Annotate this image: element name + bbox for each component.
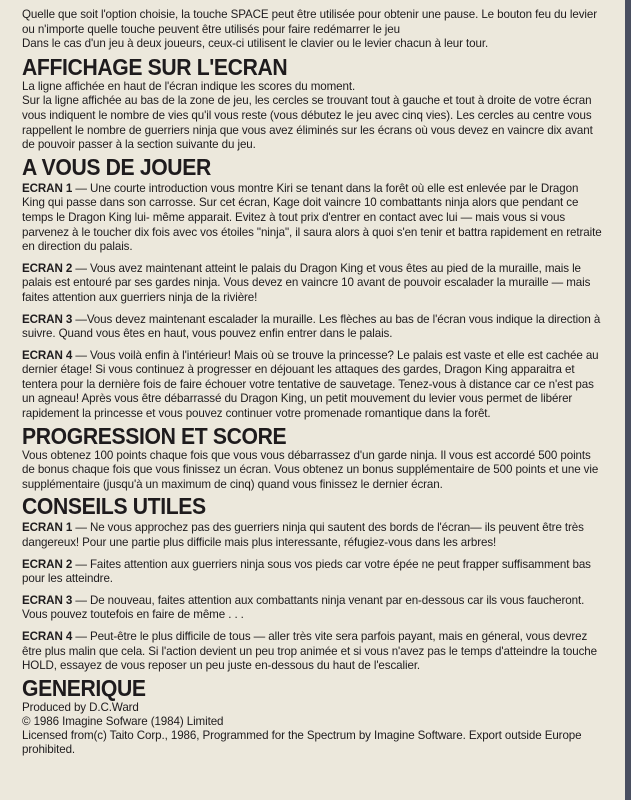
section-heading: PROGRESSION ET SCORE <box>22 422 287 449</box>
tip-label: ECRAN 2 <box>22 557 73 571</box>
screen-label: ECRAN 1 <box>22 181 73 195</box>
tip-label: ECRAN 3 <box>22 593 73 607</box>
intro-block <box>22 8 603 52</box>
screen-paragraph <box>22 182 603 255</box>
section-jouer <box>22 155 603 422</box>
tip-paragraph <box>22 521 603 550</box>
screen-text: —Vous devez maintenant escalader la muraille. Les flèches au bas de l'écran vous indique la direction à suivre. Quand vous êtes en haut, vous pouvez enfin entrer dans le palais. <box>22 312 601 341</box>
tip-text: — Ne vous approchez pas des guerriers ninja qui sautent des bords de l'écran— ils peuvent être très dangereux! Pour une partie plus difficile mais plus interessante, réfugiez-vous dans les arbres! <box>22 521 584 550</box>
credit-line: © 1986 Imagine Sofware (1984) Limited <box>22 714 224 728</box>
tip-text: — Peut-être le plus difficile de tous — aller très vite sera parfois payant, mais en géneral, vous devrez être plus malin que cela. Si l'action devient un peu trop animée et si vous n'avez pas le temps d'atteindre la touche HOLD, essayez de vous reposer un peu juste en-dessous du haut de l'escalier. <box>22 630 597 673</box>
section-heading: AFFICHAGE SUR L'ECRAN <box>22 53 288 80</box>
screen-text: — Vous avez maintenant atteint le palais du Dragon King et vous êtes au pied de la muraille, mais le palais est entouré par ses gardes ninja. Vous devez en vaincre 10 avant de pouvoir escalader la muraille — mais faites attention aux guerriers ninja de la rivière! <box>22 261 591 304</box>
body-paragraph: Vous obtenez 100 points chaque fois que vous vous débarrassez d'un garde ninja. Il vous est accordé 500 points de bonus chaque fois que vous finissez un écran. Vous obtenez un bonus supplémentaire de 500 points et une vie supplémentaire (jusqu'à un maximum de cinq) quand vous finissez le dernier écran. <box>22 448 599 491</box>
body-paragraph: Sur la ligne affichée au bas de la zone de jeu, les cercles se trouvant tout à gauche et tout à droite de votre écran vous indiquent le nombre de vies qu'il vous reste (vous débutez le jeu avec cinq vies). Les cercles au centre vous rappellent le nombre de guerriers ninja que vous avez éliminés sur les écrans où vous devez en vaincre dix avant de pouvoir passer à la section suivante du jeu. <box>22 94 593 152</box>
credit-line: Licensed from(c) Taito Corp., 1986, Programmed for the Spectrum by Imagine Software. Export outside Europe prohibited. <box>22 729 582 757</box>
tip-label: ECRAN 1 <box>22 521 73 535</box>
screen-paragraph <box>22 262 603 306</box>
screen-paragraph <box>22 349 603 422</box>
section-heading: CONSEILS UTILES <box>22 493 206 520</box>
section-affichage <box>22 55 603 153</box>
tip-text: — Faites attention aux guerriers ninja sous vos pieds car votre épée ne peut frapper suffisamment bas pour les atteindre. <box>22 557 591 586</box>
screen-label: ECRAN 2 <box>22 261 73 275</box>
screen-paragraph <box>22 313 603 342</box>
screen-text: — Vous voilà enfin à l'intérieur! Mais où se trouve la princesse? Le palais est vaste et elle est cachée au dernier étage! Si vous continuez à progresser en déjouant les attaques des gardes, Dragon King apparaitra et tentera pour la dernière fois de faire échouer votre tentative de sauvetage. Tenez-vous à distance car ce n'est pas un agneau! Après vous être débarrassé du Dragon King, un petit mouvement du levier vous permet de libérer rapidement la princesse et vous pouvez continuer votre promenade romantique dans la forêt. <box>22 348 599 421</box>
tip-paragraph <box>22 558 603 587</box>
screen-label: ECRAN 4 <box>22 348 73 362</box>
intro-paragraph: Dans le cas d'un jeu à deux joueurs, ceux-ci utilisent le clavier ou le levier chacun à leur tour. <box>22 37 489 51</box>
tip-label: ECRAN 4 <box>22 630 73 643</box>
screen-text: — Une courte introduction vous montre Kiri se tenant dans la forêt où elle est enlevée par le Dragon King qui passe dans son carrosse. Sur cet écran, Kage doit vaincre 10 combattants ninja alors que pendant ce temps le Dragon King lui- même apparait. Evitez à tout prix d'entrer en contact avec lui — mais vous si vous parvenez à le toucher dix fois avec vos étoiles "ninja", il saura alors à quoi s'en tenir et battra rapidement en retraite en direction du palais. <box>22 181 602 254</box>
tip-paragraph <box>22 630 603 674</box>
section-heading: A VOUS DE JOUER <box>22 153 211 180</box>
screen-label: ECRAN 3 <box>22 312 73 326</box>
body-paragraph: La ligne affichée en haut de l'écran indique les scores du moment. <box>22 79 356 93</box>
section-generique <box>22 676 603 758</box>
credit-line: Produced by D.C.Ward <box>22 700 139 714</box>
tip-paragraph <box>22 594 603 623</box>
section-conseils <box>22 494 603 673</box>
section-progression <box>22 424 603 493</box>
tip-text: — De nouveau, faites attention aux combattants ninja venant par en-dessous car ils vous faucheront. Vous pouvez toutefois en faire de même . . . <box>22 593 585 622</box>
section-heading: GENERIQUE <box>22 674 146 701</box>
intro-paragraph: Quelle que soit l'option choisie, la touche SPACE peut être utilisée pour obtenir une pause. Le bouton feu du levier ou n'importe quelle touche peuvent être utilisés pour faire redémarrer le jeu <box>22 8 597 36</box>
